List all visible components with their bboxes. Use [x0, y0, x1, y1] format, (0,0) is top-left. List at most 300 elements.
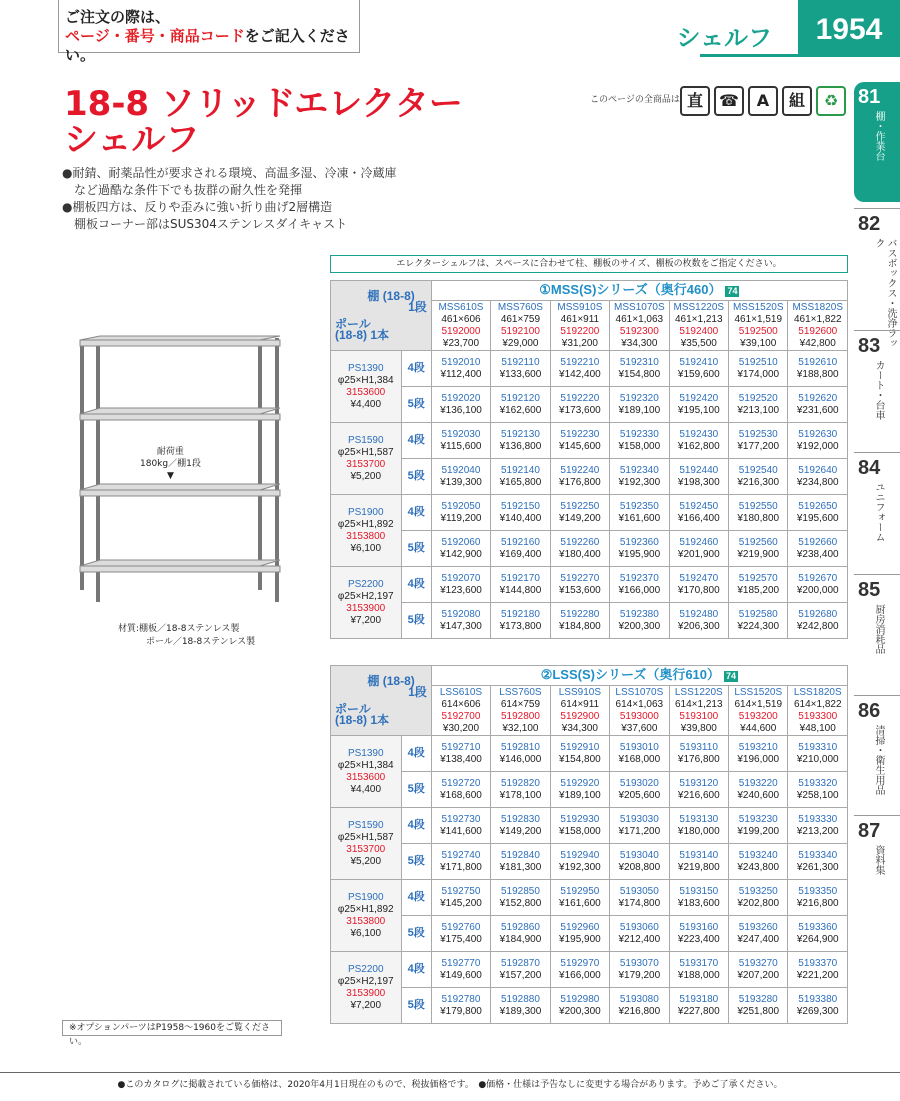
- price-cell: [491, 808, 550, 844]
- load-capacity-text: 耐荷重 180kg／棚1段: [140, 447, 201, 469]
- side-tab-number: 84: [858, 457, 881, 479]
- assembly-icon: 組: [782, 86, 812, 116]
- product-code: 5193350: [798, 885, 838, 897]
- pole-price: ¥5,200: [350, 470, 382, 482]
- price-cell: [491, 736, 550, 772]
- product-code: 5193030: [619, 813, 659, 825]
- column-price: ¥29,000: [502, 337, 539, 349]
- column-price: ¥34,300: [621, 337, 658, 349]
- price-cell: [491, 844, 550, 880]
- product-code: 5192010: [441, 356, 481, 368]
- product-code: 5192550: [738, 500, 778, 512]
- column-price: ¥39,100: [740, 337, 777, 349]
- side-tab-label: 資料集: [873, 845, 884, 875]
- price-cell: [669, 603, 728, 639]
- pole-model: PS1900: [347, 891, 384, 903]
- product-code: 5192310: [619, 356, 659, 368]
- product-code: 5192480: [679, 608, 719, 620]
- product-price: ¥198,300: [677, 476, 720, 488]
- price-cell: [669, 772, 728, 808]
- price-cell: [788, 880, 848, 916]
- price-cell: [610, 423, 669, 459]
- product-price: ¥158,000: [618, 440, 661, 452]
- product-price: ¥154,800: [618, 368, 661, 380]
- price-cell: [788, 423, 848, 459]
- product-code: 5192620: [798, 392, 838, 404]
- product-price: ¥166,000: [559, 969, 601, 981]
- price-cell: [729, 952, 788, 988]
- column-model: LSS1220S: [674, 686, 723, 698]
- column-size: 461×1,213: [675, 313, 723, 325]
- column-code: 5192500: [738, 325, 778, 337]
- column-model: MSS910S: [557, 301, 603, 313]
- product-code: 5192840: [500, 849, 540, 861]
- product-code: 5192610: [798, 356, 838, 368]
- column-code: 5192100: [500, 325, 540, 337]
- product-price: ¥166,400: [677, 512, 720, 524]
- price-cell: [550, 736, 609, 772]
- side-tab[interactable]: [854, 452, 900, 570]
- product-price: ¥171,800: [440, 861, 482, 873]
- product-code: 5192910: [560, 741, 600, 753]
- price-cell: [788, 459, 848, 495]
- pole-model: PS1390: [347, 362, 384, 374]
- order-notice-line2: [65, 27, 359, 65]
- product-price: ¥179,800: [440, 1005, 482, 1017]
- table-row: [331, 736, 848, 772]
- product-code: 5193210: [738, 741, 778, 753]
- price-cell: [669, 531, 728, 567]
- price-cell: [729, 844, 788, 880]
- dan1-label: 1段: [408, 684, 427, 699]
- price-cell: [729, 603, 788, 639]
- product-price: ¥174,800: [618, 897, 661, 909]
- pole-code: 3153600: [346, 771, 386, 783]
- page-number: 1954: [798, 0, 900, 56]
- product-price: ¥179,200: [618, 969, 661, 981]
- product-price: ¥171,200: [618, 825, 661, 837]
- price-cell: [669, 567, 728, 603]
- table-row: [331, 988, 848, 1024]
- product-price: ¥202,800: [737, 897, 780, 909]
- price-cell: [610, 603, 669, 639]
- product-price: ¥195,900: [559, 933, 601, 945]
- pole-cell: [331, 495, 402, 567]
- column-model: MSS1220S: [673, 301, 725, 313]
- price-cell: [669, 808, 728, 844]
- product-code: 5192810: [500, 741, 540, 753]
- price-cell: [550, 351, 609, 387]
- side-tab[interactable]: [854, 330, 900, 448]
- column-size: 461×911: [560, 313, 600, 325]
- product-price: ¥170,800: [677, 584, 720, 596]
- product-price: ¥174,000: [737, 368, 780, 380]
- product-price: ¥145,600: [559, 440, 601, 452]
- product-code: 5192140: [500, 464, 540, 476]
- price-cell: [431, 844, 490, 880]
- product-code: 5192060: [441, 536, 481, 548]
- price-cell: [550, 387, 609, 423]
- side-tab[interactable]: [854, 82, 900, 202]
- product-price: ¥200,000: [796, 584, 839, 596]
- column-code: 5193300: [798, 710, 838, 722]
- product-price: ¥264,900: [796, 933, 839, 945]
- product-price: ¥200,300: [559, 1005, 601, 1017]
- price-cell: [610, 351, 669, 387]
- product-price: ¥138,400: [440, 753, 482, 765]
- column-header: [550, 301, 609, 351]
- product-code: 5192770: [441, 957, 481, 969]
- price-cell: [431, 423, 490, 459]
- product-price: ¥133,600: [499, 368, 542, 380]
- price-cell: [431, 952, 490, 988]
- price-cell: [788, 772, 848, 808]
- product-code: 5192180: [500, 608, 540, 620]
- product-price: ¥216,800: [796, 897, 839, 909]
- product-price: ¥168,600: [440, 789, 482, 801]
- tier-count: 5段: [401, 772, 431, 808]
- product-price: ¥184,900: [499, 933, 542, 945]
- product-code: 5192940: [560, 849, 600, 861]
- product-price: ¥115,600: [440, 440, 482, 452]
- product-code: 5193080: [619, 993, 659, 1005]
- pole-dim: φ25×H1,384: [337, 759, 394, 771]
- product-code: 5192960: [560, 921, 600, 933]
- price-cell: [431, 772, 490, 808]
- side-tab[interactable]: [854, 574, 900, 692]
- product-price: ¥144,800: [499, 584, 542, 596]
- note-box: エレクターシェルフは、スペースに合わせて柱、棚板のサイズ、棚板の枚数をご指定ください。: [330, 255, 848, 273]
- material-line1: 材質:棚板／18-8ステンレス製: [118, 624, 240, 634]
- product-code: 5192530: [738, 428, 778, 440]
- column-size: 614×606: [441, 698, 481, 710]
- column-size: 614×911: [560, 698, 600, 710]
- column-code: 5193200: [738, 710, 778, 722]
- pole-code: 3153900: [346, 987, 386, 999]
- price-cell: [491, 916, 550, 952]
- product-code: 5193120: [679, 777, 719, 789]
- price-cell: [491, 988, 550, 1024]
- product-code: 5193160: [679, 921, 719, 933]
- product-price: ¥176,800: [559, 476, 601, 488]
- description-line: 棚板コーナー部はSUS304ステンレスダイキャスト: [62, 217, 348, 231]
- price-cell: [788, 916, 848, 952]
- product-price: ¥168,000: [618, 753, 661, 765]
- price-cell: [491, 880, 550, 916]
- side-tab[interactable]: [854, 815, 900, 933]
- product-code: 5192270: [560, 572, 600, 584]
- product-price: ¥240,600: [737, 789, 780, 801]
- delivery-icon: A: [748, 86, 778, 116]
- product-code: 5192430: [679, 428, 719, 440]
- series-ref-badge: 74: [726, 671, 737, 681]
- price-cell: [788, 531, 848, 567]
- price-cell: [431, 531, 490, 567]
- product-code: 5193370: [798, 957, 838, 969]
- product-code: 5192070: [441, 572, 481, 584]
- product-price: ¥242,800: [796, 620, 839, 632]
- side-tab-number: 85: [858, 579, 881, 601]
- column-model: MSS1520S: [732, 301, 784, 313]
- table-row: [331, 916, 848, 952]
- price-cell: [491, 351, 550, 387]
- product-code: 5193180: [679, 993, 719, 1005]
- price-cell: [729, 988, 788, 1024]
- side-tab-label: 厨房消耗品: [873, 604, 884, 654]
- column-size: 461×759: [500, 313, 541, 325]
- product-price: ¥216,800: [618, 1005, 661, 1017]
- column-code: 5192600: [798, 325, 838, 337]
- product-code: 5192370: [619, 572, 659, 584]
- pole-price: ¥5,200: [350, 855, 382, 867]
- table-corner-header: [331, 666, 432, 736]
- description: [62, 165, 396, 233]
- series-title-text: ②LSS(S)シリーズ（奥行610）: [540, 667, 721, 682]
- price-cell: [729, 495, 788, 531]
- table-row: [331, 952, 848, 988]
- pole-model: PS2200: [347, 963, 384, 975]
- pole-price: ¥7,200: [350, 614, 382, 626]
- product-price: ¥200,300: [618, 620, 661, 632]
- product-code: 5192160: [500, 536, 540, 548]
- product-price: ¥199,200: [737, 825, 780, 837]
- product-price: ¥224,300: [737, 620, 780, 632]
- spec-table-lss: [330, 665, 848, 1024]
- pole-label-2: (18-8) 1本: [335, 327, 390, 342]
- page-title: [64, 86, 463, 158]
- column-model: LSS910S: [558, 686, 602, 698]
- table-row: [331, 844, 848, 880]
- product-code: 5192440: [679, 464, 719, 476]
- product-price: ¥140,400: [499, 512, 542, 524]
- pole-cell: [331, 808, 402, 880]
- product-price: ¥210,000: [796, 753, 839, 765]
- product-code: 5193360: [798, 921, 838, 933]
- side-tab-label: ユニフォーム: [873, 482, 884, 542]
- price-cell: [610, 387, 669, 423]
- price-cell: [729, 459, 788, 495]
- column-header: [729, 686, 788, 736]
- pole-price: ¥6,100: [350, 542, 382, 554]
- price-cell: [550, 844, 609, 880]
- price-cell: [788, 351, 848, 387]
- column-code: 5192700: [441, 710, 481, 722]
- price-cell: [788, 495, 848, 531]
- product-price: ¥189,100: [559, 789, 601, 801]
- price-cell: [669, 844, 728, 880]
- price-cell: [550, 567, 609, 603]
- tier-count: 5段: [401, 459, 431, 495]
- price-cell: [669, 495, 728, 531]
- product-price: ¥176,800: [677, 753, 720, 765]
- product-price: ¥219,800: [677, 861, 720, 873]
- side-tab-label: バスボックス・洗浄ラック: [873, 238, 896, 348]
- material-note: [118, 623, 255, 649]
- column-model: MSS1820S: [792, 301, 844, 313]
- tier-count: 4段: [401, 736, 431, 772]
- order-notice-red: ページ・番号・商品コード: [65, 27, 245, 45]
- column-price: ¥35,500: [680, 337, 717, 349]
- product-price: ¥147,300: [440, 620, 482, 632]
- price-cell: [550, 988, 609, 1024]
- price-cell: [788, 952, 848, 988]
- pole-code: 3153800: [346, 530, 386, 542]
- price-cell: [669, 880, 728, 916]
- price-cell: [550, 808, 609, 844]
- product-price: ¥141,600: [440, 825, 482, 837]
- price-cell: [610, 736, 669, 772]
- product-code: 5192250: [560, 500, 600, 512]
- price-cell: [788, 988, 848, 1024]
- price-cell: [550, 916, 609, 952]
- tier-count: 5段: [401, 844, 431, 880]
- price-cell: [550, 459, 609, 495]
- pole-model: PS1390: [347, 747, 384, 759]
- category-label: シェルフ: [676, 24, 772, 52]
- product-code: 5193170: [679, 957, 719, 969]
- product-price: ¥183,600: [677, 897, 720, 909]
- pole-code: 3153600: [346, 386, 386, 398]
- column-header: [610, 301, 669, 351]
- price-cell: [491, 531, 550, 567]
- product-code: 5193280: [738, 993, 778, 1005]
- product-price: ¥188,000: [677, 969, 720, 981]
- column-price: ¥30,200: [442, 722, 480, 734]
- side-tab-number: 86: [858, 700, 881, 722]
- product-price: ¥169,400: [499, 548, 542, 560]
- pole-code: 3153700: [346, 458, 386, 470]
- tier-count: 5段: [401, 531, 431, 567]
- column-price: ¥44,600: [740, 722, 777, 734]
- product-code: 5192080: [441, 608, 481, 620]
- product-code: 5192510: [738, 356, 778, 368]
- price-cell: [431, 387, 490, 423]
- product-code: 5192230: [560, 428, 600, 440]
- product-price: ¥189,100: [618, 404, 661, 416]
- column-header: [788, 301, 848, 351]
- column-code: 5192000: [441, 325, 481, 337]
- column-size: 461×1,519: [734, 313, 783, 325]
- product-price: ¥181,300: [499, 861, 542, 873]
- pole-cell: [331, 952, 402, 1024]
- table-row: [331, 772, 848, 808]
- pole-cell: [331, 423, 402, 495]
- product-code: 5192320: [619, 392, 659, 404]
- price-cell: [729, 736, 788, 772]
- pole-dim: φ25×H2,197: [337, 975, 394, 987]
- description-line: ●棚板四方は、反りや歪みに強い折り曲げ2層構造: [62, 200, 333, 214]
- product-code: 5193040: [619, 849, 659, 861]
- tier-count: 4段: [401, 495, 431, 531]
- product-price: ¥149,600: [440, 969, 482, 981]
- table-row: [331, 603, 848, 639]
- pole-label: ポール: [335, 701, 371, 716]
- tier-count: 5段: [401, 387, 431, 423]
- product-price: ¥213,100: [737, 404, 780, 416]
- product-code: 5192120: [500, 392, 540, 404]
- price-cell: [431, 808, 490, 844]
- pole-model: PS1590: [347, 819, 384, 831]
- tier-count: 5段: [401, 916, 431, 952]
- column-header: [550, 686, 609, 736]
- product-code: 5192460: [679, 536, 719, 548]
- price-cell: [669, 736, 728, 772]
- shelf-label: 棚 (18-8): [367, 673, 415, 688]
- direct-icon: 直: [680, 86, 710, 116]
- product-price: ¥173,800: [499, 620, 542, 632]
- pole-price: ¥4,400: [350, 398, 382, 410]
- product-code: 5193380: [798, 993, 838, 1005]
- pole-price: ¥4,400: [350, 783, 382, 795]
- price-cell: [729, 880, 788, 916]
- price-cell: [729, 531, 788, 567]
- dan1-label: 1段: [408, 299, 427, 314]
- product-code: 5192540: [738, 464, 778, 476]
- footer-note: ●このカタログに掲載されている価格は、2020年4月1日現在のもので、税抜価格です。 ●価格・仕様は予告なしに変更する場合があります。予めご了承ください。: [0, 1072, 900, 1090]
- product-code: 5192570: [738, 572, 778, 584]
- pole-dim: φ25×H2,197: [337, 590, 394, 602]
- product-price: ¥206,300: [677, 620, 720, 632]
- column-header: [669, 686, 728, 736]
- product-code: 5192640: [798, 464, 838, 476]
- product-code: 5192240: [560, 464, 600, 476]
- product-price: ¥258,100: [796, 789, 839, 801]
- price-cell: [669, 351, 728, 387]
- column-size: 614×1,213: [675, 698, 723, 710]
- product-code: 5192040: [441, 464, 481, 476]
- price-cell: [610, 459, 669, 495]
- product-code: 5192830: [500, 813, 540, 825]
- product-price: ¥153,600: [559, 584, 601, 596]
- price-cell: [729, 808, 788, 844]
- price-cell: [550, 952, 609, 988]
- column-header: [729, 301, 788, 351]
- side-tab[interactable]: [854, 695, 900, 813]
- column-header: [610, 686, 669, 736]
- product-code: 5192650: [798, 500, 838, 512]
- product-price: ¥119,200: [440, 512, 482, 524]
- product-code: 5193270: [738, 957, 778, 969]
- product-price: ¥261,300: [796, 861, 839, 873]
- column-code: 5192200: [560, 325, 600, 337]
- product-price: ¥207,200: [737, 969, 780, 981]
- product-code: 5192670: [798, 572, 838, 584]
- product-price: ¥159,600: [677, 368, 720, 380]
- product-price: ¥158,000: [559, 825, 601, 837]
- product-price: ¥177,200: [737, 440, 780, 452]
- product-price: ¥142,400: [559, 368, 601, 380]
- price-cell: [491, 387, 550, 423]
- product-price: ¥195,600: [796, 512, 839, 524]
- product-code: 5192750: [441, 885, 481, 897]
- product-price: ¥142,900: [440, 548, 482, 560]
- product-price: ¥152,800: [499, 897, 542, 909]
- price-cell: [610, 880, 669, 916]
- product-price: ¥161,600: [618, 512, 661, 524]
- price-cell: [610, 567, 669, 603]
- table-row: [331, 567, 848, 603]
- product-code: 5192870: [500, 957, 540, 969]
- product-price: ¥149,200: [559, 512, 601, 524]
- category-underline: [700, 54, 900, 57]
- pole-cell: [331, 880, 402, 952]
- table-row: [331, 459, 848, 495]
- product-price: ¥192,300: [559, 861, 601, 873]
- price-cell: [610, 808, 669, 844]
- side-tab-label: 棚・作業台: [873, 111, 884, 161]
- price-cell: [669, 459, 728, 495]
- product-price: ¥136,100: [440, 404, 482, 416]
